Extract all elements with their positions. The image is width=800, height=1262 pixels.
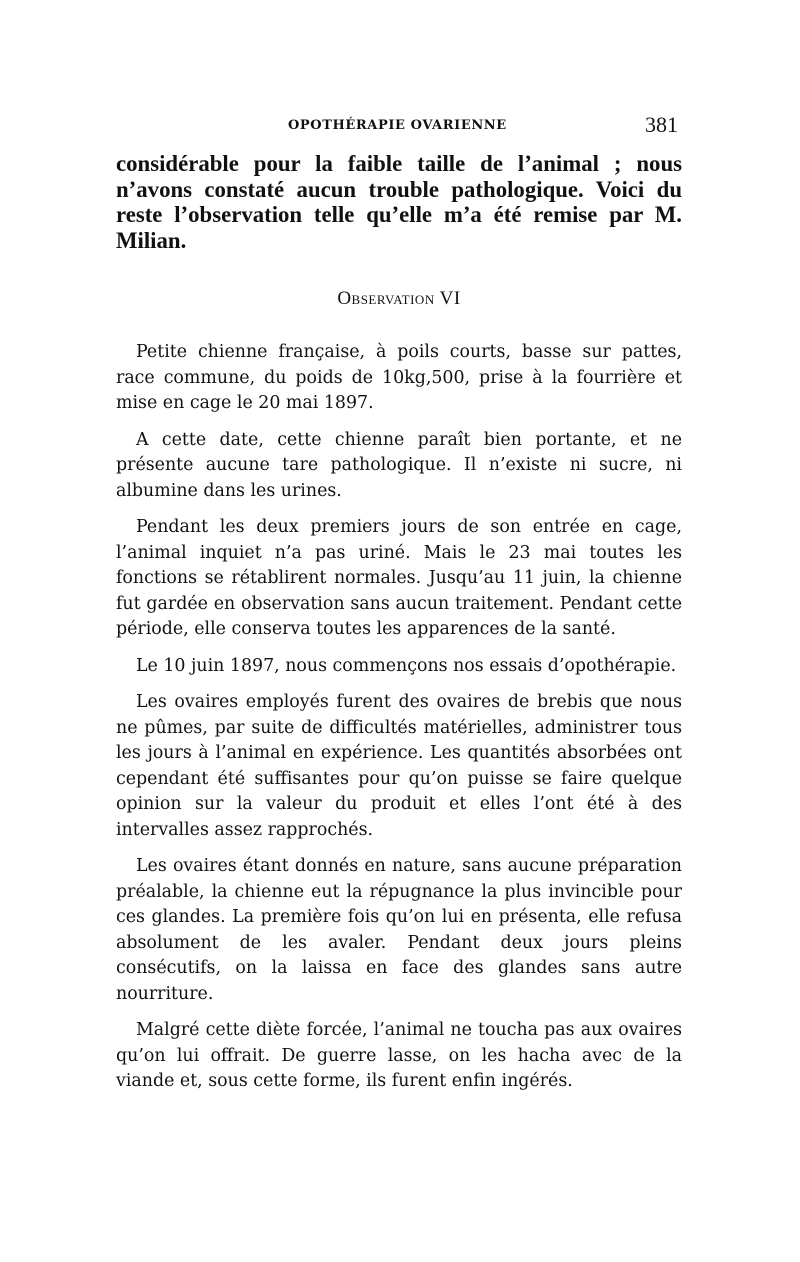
paragraph-6: Les ovaires étant donnés en nature, sans aucune préparation préalable, la chienne eut la répugnance la plus invincible pour ces glandes. La première fois qu’on lui en présenta, elle refusa absolument de les avaler. Pendant deux jours pleins consécutifs, on la laissa en face des glandes sans autre nourriture.: [116, 856, 682, 1004]
paragraph-5: Les ovaires employés furent des ovaires de brebis que nous ne pûmes, par suite de difficultés matérielles, administrer tous les jours à l’animal en expérience. Les quantités absorbées ont cependant été suffisantes pour qu’on puisse se faire quelque opinion sur la valeur du produit et elles l’ont été à des intervalles assez rapprochés.: [116, 692, 682, 840]
book-page: [116, 112, 682, 1106]
paragraph-3: Pendant les deux premiers jours de son entrée en cage, l’animal inquiet n’a pas uriné. Mais le 23 mai toutes les fonctions se rétablirent normales. Jusqu’au 11 juin, la chienne fut gardée en observation sans aucun traitement. Pendant cette période, elle conserva toutes les apparences de la santé.: [116, 517, 682, 639]
section-title: Observation VI: [337, 288, 461, 309]
running-title: OPOTHÉRAPIE OVARIENNE: [288, 118, 507, 133]
paragraph-2: A cette date, cette chienne paraît bien portante, et ne présente aucune tare pathologique. Il n’existe ni sucre, ni albumine dans les urines.: [116, 429, 682, 501]
intro-paragraph: considérable pour la faible taille de l’animal ; nous n’avons constaté aucun trouble pathologique. Voici du reste l’observation telle qu’elle m’a été remise par M. Milian.: [116, 151, 682, 253]
running-head: [116, 112, 682, 142]
intro-paragraph-block: [116, 151, 682, 253]
page-number: 381: [645, 112, 678, 137]
paragraph-4: Le 10 juin 1897, nous commençons nos essais d’opothérapie.: [136, 655, 677, 676]
observation-text: [116, 340, 682, 1095]
paragraph-7: Malgré cette diète forcée, l’animal ne toucha pas aux ovaires qu’on lui offrait. De guerre lasse, on les hacha avec de la viande et, sous cette forme, ils furent enfin ingérés.: [116, 1020, 682, 1091]
paragraph-1: Petite chienne française, à poils courts, basse sur pattes, race commune, du poids de 10kg,500, prise à la fourrière et mise en cage le 20 mai 1897.: [116, 342, 682, 413]
